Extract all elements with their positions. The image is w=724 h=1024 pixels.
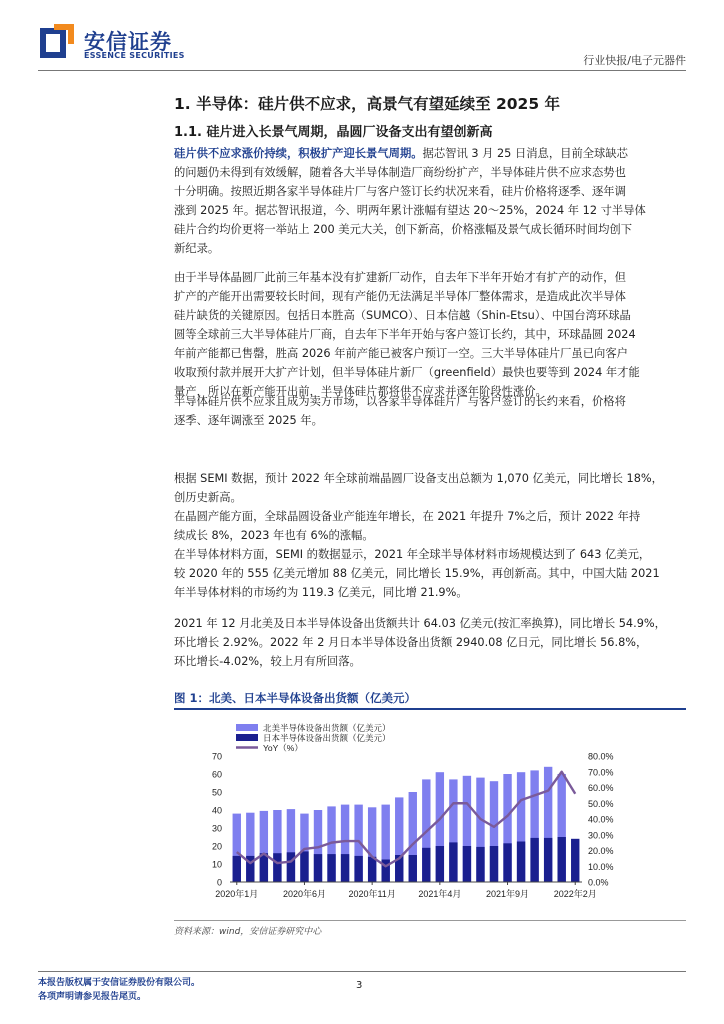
footer-notice: 各项声明请参见报告尾页。 [38,992,147,1002]
y-right-tick-label: 10.0% [588,861,614,872]
y-left-tick-label: 20 [211,841,222,852]
page-number: 3 [356,980,363,991]
figure-title: 图 1：北美、日本半导体设备出货额（亿美元） [174,691,417,705]
y-right-tick-label: 20.0% [588,846,614,856]
x-tick-label: 2020年11月 [348,889,396,899]
legend-swatch [236,734,258,741]
header-divider [38,70,686,71]
japan-bar [517,842,525,883]
japan-bar [273,853,281,882]
section-heading: 1. 半导体：硅片供不应求，高景气有望延续至 2025 年 [174,95,561,113]
y-left-tick-label: 10 [211,859,222,870]
report-category: 行业快报/电子元器件 [583,54,686,67]
paragraph-4: 根据 SEMI 数据，预计 2022 年全球前端晶圆厂设备支出总额为 1,070 亿美元，同比增长 18%， 创历史新高。 在晶圆产能方面，全球晶圆设备业产能连年增长，在 2021 年提升 7%之后，预计 2022 年持 续成长 8%，2023 年也有 6%的涨幅。 在半导体材料方面，SEMI 的数据显示，2021 年全球半导体材料市场规模达到了 643 亿美元， 较 2020 年的 555 亿美元增加 88 亿美元，同比增长 15.9%，再创新高。其中，中国大陆 2021 年半导体材料的市场约为 119.3 亿美元，同比增 21.9%。 [174,472,663,599]
footer-disclaimer [38,976,200,1004]
y-right-tick-label: 70.0% [588,767,614,778]
japan-bar [341,854,349,882]
japan-bar [409,855,417,882]
japan-bar [449,842,457,882]
figure-title-divider [174,708,686,710]
y-right-tick-label: 50.0% [588,798,614,809]
y-right-tick-label: 30.0% [588,830,614,841]
japan-bar [260,853,268,882]
japan-bar [476,847,484,882]
shipment-chart [174,712,686,918]
figure-bottom-divider [174,920,686,921]
paragraph-2: 由于半导体晶圆厂此前三年基本没有扩建新厂动作，自去年下半年开始才有扩产的动作，但 扩产的产能开出需要较长时间，现有产能仍无法满足半导体厂整体需求，是造成此次半导体 硅片缺货的关键原因。包括日本胜高（SUMCO）、日本信越（Shin-Etsu）、中国台湾环球晶 圆等全球前三大半导体硅片厂商，自去年下半年开始与客户签订长约，其中，环球晶圆 2024 年前产能都已售罄，胜高 2026 年前产能已被客户预订一空。三大半导体硅片厂虽已向客户 收取预付款并展开大扩产计划，但半导体硅片新厂（greenfield）最快也要等到 2024 年才能 量产，所以在新产能开出前，半导体硅片都将供不应求并逐年阶段性涨价。 [174,271,640,398]
paragraph-1-lead: 硅片供不应求涨价持续，积极扩产迎长景气周期。 [174,147,423,160]
footer-divider [38,971,686,972]
y-right-tick-label: 40.0% [588,814,614,825]
japan-bar [503,843,511,882]
y-left-tick-label: 30 [211,823,222,834]
legend-label: 北美半导体设备出货额（亿美元） [263,723,391,733]
x-tick-label: 2021年9月 [486,889,530,899]
japan-bar [571,839,579,882]
y-left-tick-label: 0 [216,877,222,888]
paragraph-5: 2021 年 12 月北美及日本半导体设备出货额共计 64.03 亿美元(按汇率换算)，同比增长 54.9%， 环比增长 2.92%。2022 年 2 月日本半导体设备出货额 2940.08 亿日元，同比增长 56.8%， 环比增长-4.02%，较上月有所回落。 [174,617,666,668]
japan-bar [368,857,376,882]
y-left-tick-label: 70 [211,751,222,762]
japan-bar [544,838,552,882]
logo-text-en: ESSENCE SECURITIES [84,51,185,60]
legend-label: YoY（%） [263,743,303,753]
japan-bar [436,846,444,882]
x-tick-label: 2020年1月 [215,889,259,899]
legend-label: 日本半导体设备出货额（亿美元） [263,733,391,743]
japan-bar [300,851,308,882]
x-tick-label: 2020年6月 [282,889,326,899]
logo-mark-icon [40,24,74,60]
japan-bar [233,856,241,882]
footer-copyright: 本报告版权属于安信证券股份有限公司。 [38,978,201,988]
japan-bar [287,852,295,882]
japan-bar [422,848,430,882]
japan-bar [530,838,538,882]
y-right-tick-label: 0.0% [588,877,609,888]
subsection-heading: 1.1. 硅片进入长景气周期，晶圆厂设备支出有望创新高 [174,125,493,140]
y-right-tick-label: 60.0% [588,783,614,793]
japan-bar [314,854,322,882]
figure-source: 资料来源：wind，安信证券研究中心 [174,927,322,937]
japan-bar [490,846,498,882]
legend-swatch [236,724,258,731]
japan-bar [327,854,335,882]
japan-bar [354,856,362,882]
logo-text-cn: 安信证券 [84,30,172,54]
x-tick-label: 2022年2月 [553,889,597,899]
paragraph-3: 半导体硅片供不应求且成为卖方市场，以各家半导体硅片厂与客户签订的长约来看，价格将 逐季、逐年调涨至 2025 年。 [174,395,626,427]
paragraph-1: 硅片供不应求涨价持续，积极扩产迎长景气周期。据芯智讯 3 月 25 日消息，目前全球缺芯 的问题仍未得到有效缓解，随着各大半导体制造厂商纷纷扩产，半导体硅片供不应求态势也 十分明确。按照近期各家半导体硅片厂与客户签订长约状况来看，硅片价格将逐季、逐年调 涨到 2025 年。据芯智讯报道，今、明两年累计涨幅有望达 20～25%，2024 年 12 寸半导体 硅片合约均价更将一举站上 200 美元大关，创下新高，价格涨幅及景气成长循环时间均创下 新纪录。 [174,147,646,255]
x-tick-label: 2021年4月 [418,889,462,899]
y-left-tick-label: 50 [211,787,222,798]
company-logo [40,24,200,66]
japan-bar [557,837,565,882]
japan-bar [463,846,471,882]
y-right-tick-label: 80.0% [588,751,614,762]
y-left-tick-label: 60 [211,769,222,780]
y-left-tick-label: 40 [211,805,222,816]
